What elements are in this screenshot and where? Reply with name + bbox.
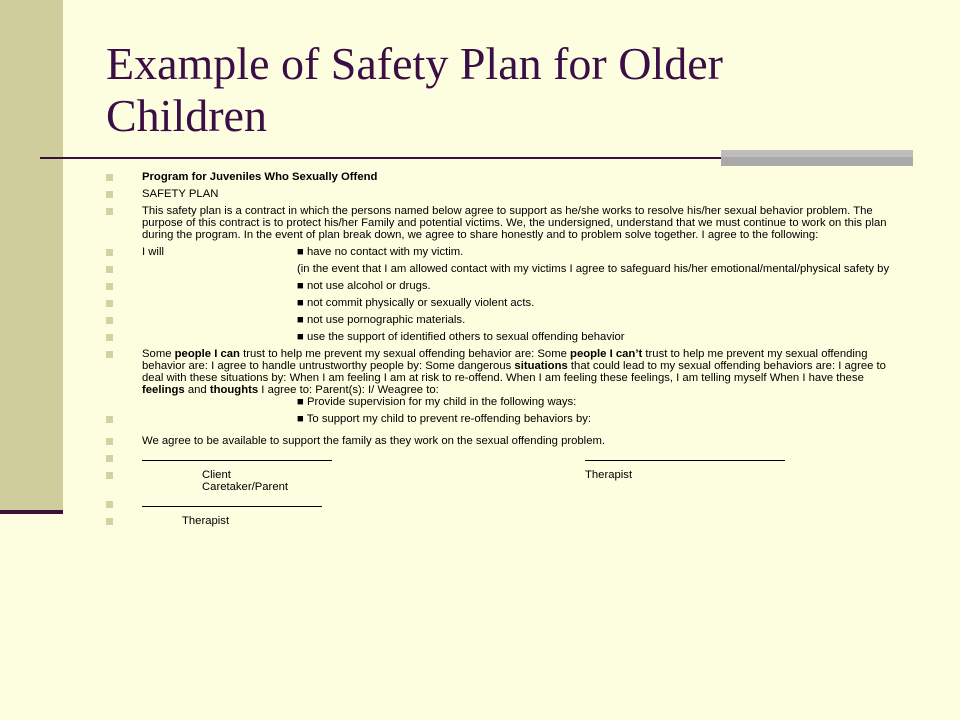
we-agree-text: We agree to be available to support the family as they work on the sexual offending problem. [142,435,606,447]
therapist-signature-line-bottom[interactable] [142,499,322,507]
paragraph-part: Some [142,348,175,360]
paragraph-part: trust to help me prevent my sexual offending behavior are: I agree to handle untrustworthy people by: Some dangerous [142,348,868,372]
list-item [106,263,906,275]
list-item [106,188,906,200]
therapist-label-bottom: Therapist [182,515,230,527]
list-item [106,498,906,510]
paragraph-part: trust to help me prevent my sexual offending behavior are: Some [239,348,571,360]
list-item [106,246,906,258]
client-signature-line[interactable] [142,453,332,461]
list-item [106,452,906,464]
use-support-text: ■ use the support of identified others to sexual offending behavior [297,331,625,343]
bullet-icon [106,351,113,358]
no-porn-text: ■ not use pornographic materials. [297,314,466,326]
safety-plan-heading: SAFETY PLAN [142,188,219,200]
paragraph-part: and [184,384,210,396]
bullet-icon [106,501,113,508]
list-item [106,469,906,493]
intro-text: This safety plan is a contract in which the persons named below agree to support as he/she works to resolve his/her sexual behavior problem. The purpose of this contract is to protect his/her Family and potential victims. We, the undersigned, understand that we must continue to work on this plan during the program. In the event of plan break down, we agree to share honestly and to problem solve together. I agree to the following: [142,205,887,241]
people-i-can: people I can [174,348,240,360]
bullet-icon [106,438,113,445]
situations-word: situations [514,360,568,372]
bullet-list [106,171,906,532]
bullet-icon [106,472,113,479]
paragraph-part: that could lead to my sexual offending behaviors are: I agree to deal with these situations by: When I am feeling I am at risk to re-offend. When I am feeling these feelings, I am telling myself When I have these [142,360,886,384]
in-event-text: (in the event that I am allowed contact with my victims I agree to safeguard his/her emotional/mental/physical safety by [297,263,890,275]
list-item [106,205,906,241]
no-contact-text: ■ have no contact with my victim. [297,246,464,258]
slide-title [106,38,926,142]
bullet-icon [106,300,113,307]
bullet-icon [106,317,113,324]
left-decor-bar [0,0,63,510]
bullet-icon [106,249,113,256]
bullet-icon [106,174,113,181]
list-item [106,297,906,309]
bullet-icon [106,266,113,273]
bullet-icon [106,283,113,290]
list-item [106,280,906,292]
program-name: Program for Juveniles Who Sexually Offend [142,171,378,183]
bullet-icon [106,455,113,462]
list-item [106,348,906,408]
bullet-icon [106,518,113,525]
no-alcohol-text: ■ not use alcohol or drugs. [297,280,431,292]
caretaker-label: Caretaker/Parent [202,481,289,493]
list-item [106,171,906,183]
list-item [106,314,906,326]
bullet-icon [106,208,113,215]
provide-supervision-text: ■ Provide supervision for my child in the following ways: [297,396,577,408]
thoughts-word: thoughts [209,384,259,396]
list-item [106,435,906,447]
list-item [106,413,906,425]
title-line-1: Example of Safety Plan for Older [106,38,723,89]
title-line-2: Children [106,90,267,141]
i-will-label: I will [142,246,164,258]
bullet-icon [106,191,113,198]
list-item [106,515,906,527]
therapist-signature-line[interactable] [585,453,785,461]
client-label: Client [202,469,231,481]
bullet-icon [106,416,113,423]
no-violence-text: ■ not commit physically or sexually violent acts. [297,297,535,309]
to-support-text: ■ To support my child to prevent re-offending behaviors by: [297,413,592,425]
bullet-icon [106,334,113,341]
people-i-cant: people I can’t [570,348,643,360]
feelings-word: feelings [142,384,185,396]
list-item [106,331,906,343]
paragraph-part: I agree to: Parent(s): I/ Weagree to: [258,384,439,396]
therapist-label-right: Therapist [585,469,633,481]
divider-accent-highlight [721,150,913,157]
left-decor-accent [0,510,63,514]
